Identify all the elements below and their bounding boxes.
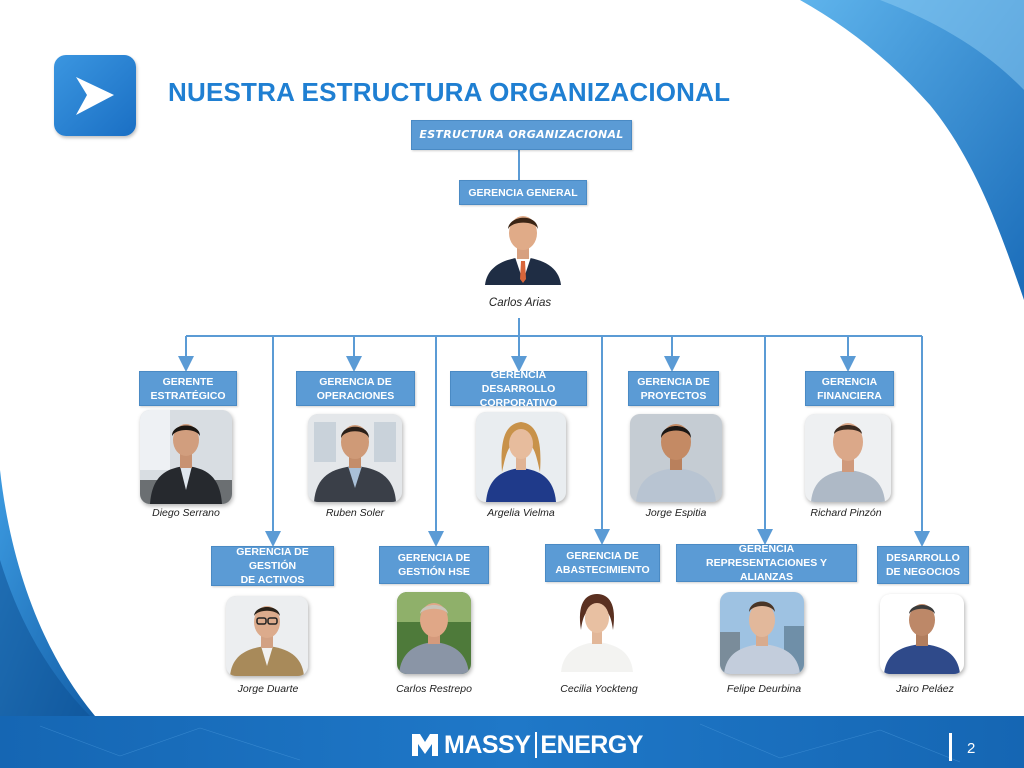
box-line: REPRESENTACIONES Y ALIANZAS	[706, 557, 827, 583]
brand-right: ENERGY	[540, 730, 643, 759]
photo-cecilia-yockteng	[555, 588, 639, 672]
photo-diego-serrano	[140, 410, 232, 504]
photo-jairo-pelaez	[880, 594, 964, 674]
slide-title: NUESTRA ESTRUCTURA ORGANIZACIONAL	[168, 77, 731, 107]
box-gerencia-gestion-hse	[379, 546, 489, 584]
box-line: GESTIÓN HSE	[398, 566, 470, 578]
box-line: CORPORATIVO	[479, 396, 558, 409]
caption-jairo-pelaez: Jairo Peláez	[896, 683, 954, 695]
box-gerencia-abastecimiento	[545, 544, 660, 582]
brand-logo	[410, 731, 643, 759]
photo-jorge-espitia	[630, 414, 722, 502]
box-line: GERENCIA DE	[566, 550, 639, 562]
gerencia-general-box	[459, 180, 587, 205]
photo-jorge-duarte	[226, 596, 308, 676]
box-line: GERENCIA DESARROLLO	[481, 368, 556, 395]
box-line: DE NEGOCIOS	[885, 566, 961, 578]
photo-ruben-soler	[308, 414, 402, 502]
caption-jorge-espitia: Jorge Espitia	[645, 507, 707, 519]
box-line: GERENCIA DE	[637, 375, 710, 388]
box-gerencia-financiera	[805, 371, 894, 406]
box-gerencia-proyectos	[628, 371, 719, 406]
box-line: GERENCIA	[821, 375, 878, 388]
page-number: 2	[967, 740, 976, 757]
caption-carlos-arias: Carlos Arias	[488, 297, 552, 309]
caption-jorge-duarte: Jorge Duarte	[237, 683, 299, 695]
photo-carlos-restrepo	[397, 592, 471, 674]
box-desarrollo-negocios	[877, 546, 969, 584]
box-line: PROYECTOS	[640, 389, 707, 402]
box-line: DESARROLLO	[886, 552, 960, 564]
box-line: GERENTE	[162, 375, 214, 388]
photo-felipe-deurbina	[720, 592, 804, 674]
massy-mark-icon	[410, 732, 440, 758]
caption-argelia-vielma: Argelia Vielma	[487, 507, 555, 519]
org-root-box	[411, 120, 632, 150]
photo-richard-pinzon	[805, 414, 891, 502]
box-line: OPERACIONES	[316, 389, 395, 402]
box-line: ESTRATÉGICO	[150, 389, 226, 402]
box-line: DE ACTIVOS	[240, 574, 305, 586]
caption-cecilia-yockteng: Cecilia Yockteng	[560, 683, 638, 695]
box-line: ABASTECIMIENTO	[555, 564, 650, 576]
org-root-label: ESTRUCTURA ORGANIZACIONAL	[419, 128, 624, 141]
caption-diego-serrano: Diego Serrano	[152, 507, 220, 519]
box-gerencia-desarrollo-corporativo	[450, 368, 587, 409]
photo-argelia-vielma	[476, 412, 566, 502]
brand-separator	[535, 732, 537, 758]
box-gerencia-representaciones	[676, 544, 857, 582]
caption-richard-pinzon: Richard Pinzón	[810, 507, 882, 519]
box-line: GERENCIA DE	[397, 552, 471, 564]
gerencia-general-label: GERENCIA GENERAL	[468, 186, 578, 199]
brand-left: MASSY	[444, 730, 531, 759]
box-line: GERENCIA	[738, 543, 795, 555]
caption-ruben-soler: Ruben Soler	[325, 507, 385, 519]
box-line: GERENCIA DE GESTIÓN	[236, 546, 309, 572]
box-gerente-estrategico	[139, 371, 237, 406]
box-line: GERENCIA DE	[319, 375, 392, 388]
caption-felipe-deurbina: Felipe Deurbina	[726, 683, 802, 695]
caption-carlos-restrepo: Carlos Restrepo	[396, 683, 472, 695]
box-line: FINANCIERA	[817, 389, 882, 402]
page-divider	[949, 733, 952, 761]
box-gerencia-gestion-activos	[211, 546, 334, 586]
box-gerencia-operaciones	[296, 371, 415, 406]
photo-carlos-arias	[481, 209, 565, 285]
